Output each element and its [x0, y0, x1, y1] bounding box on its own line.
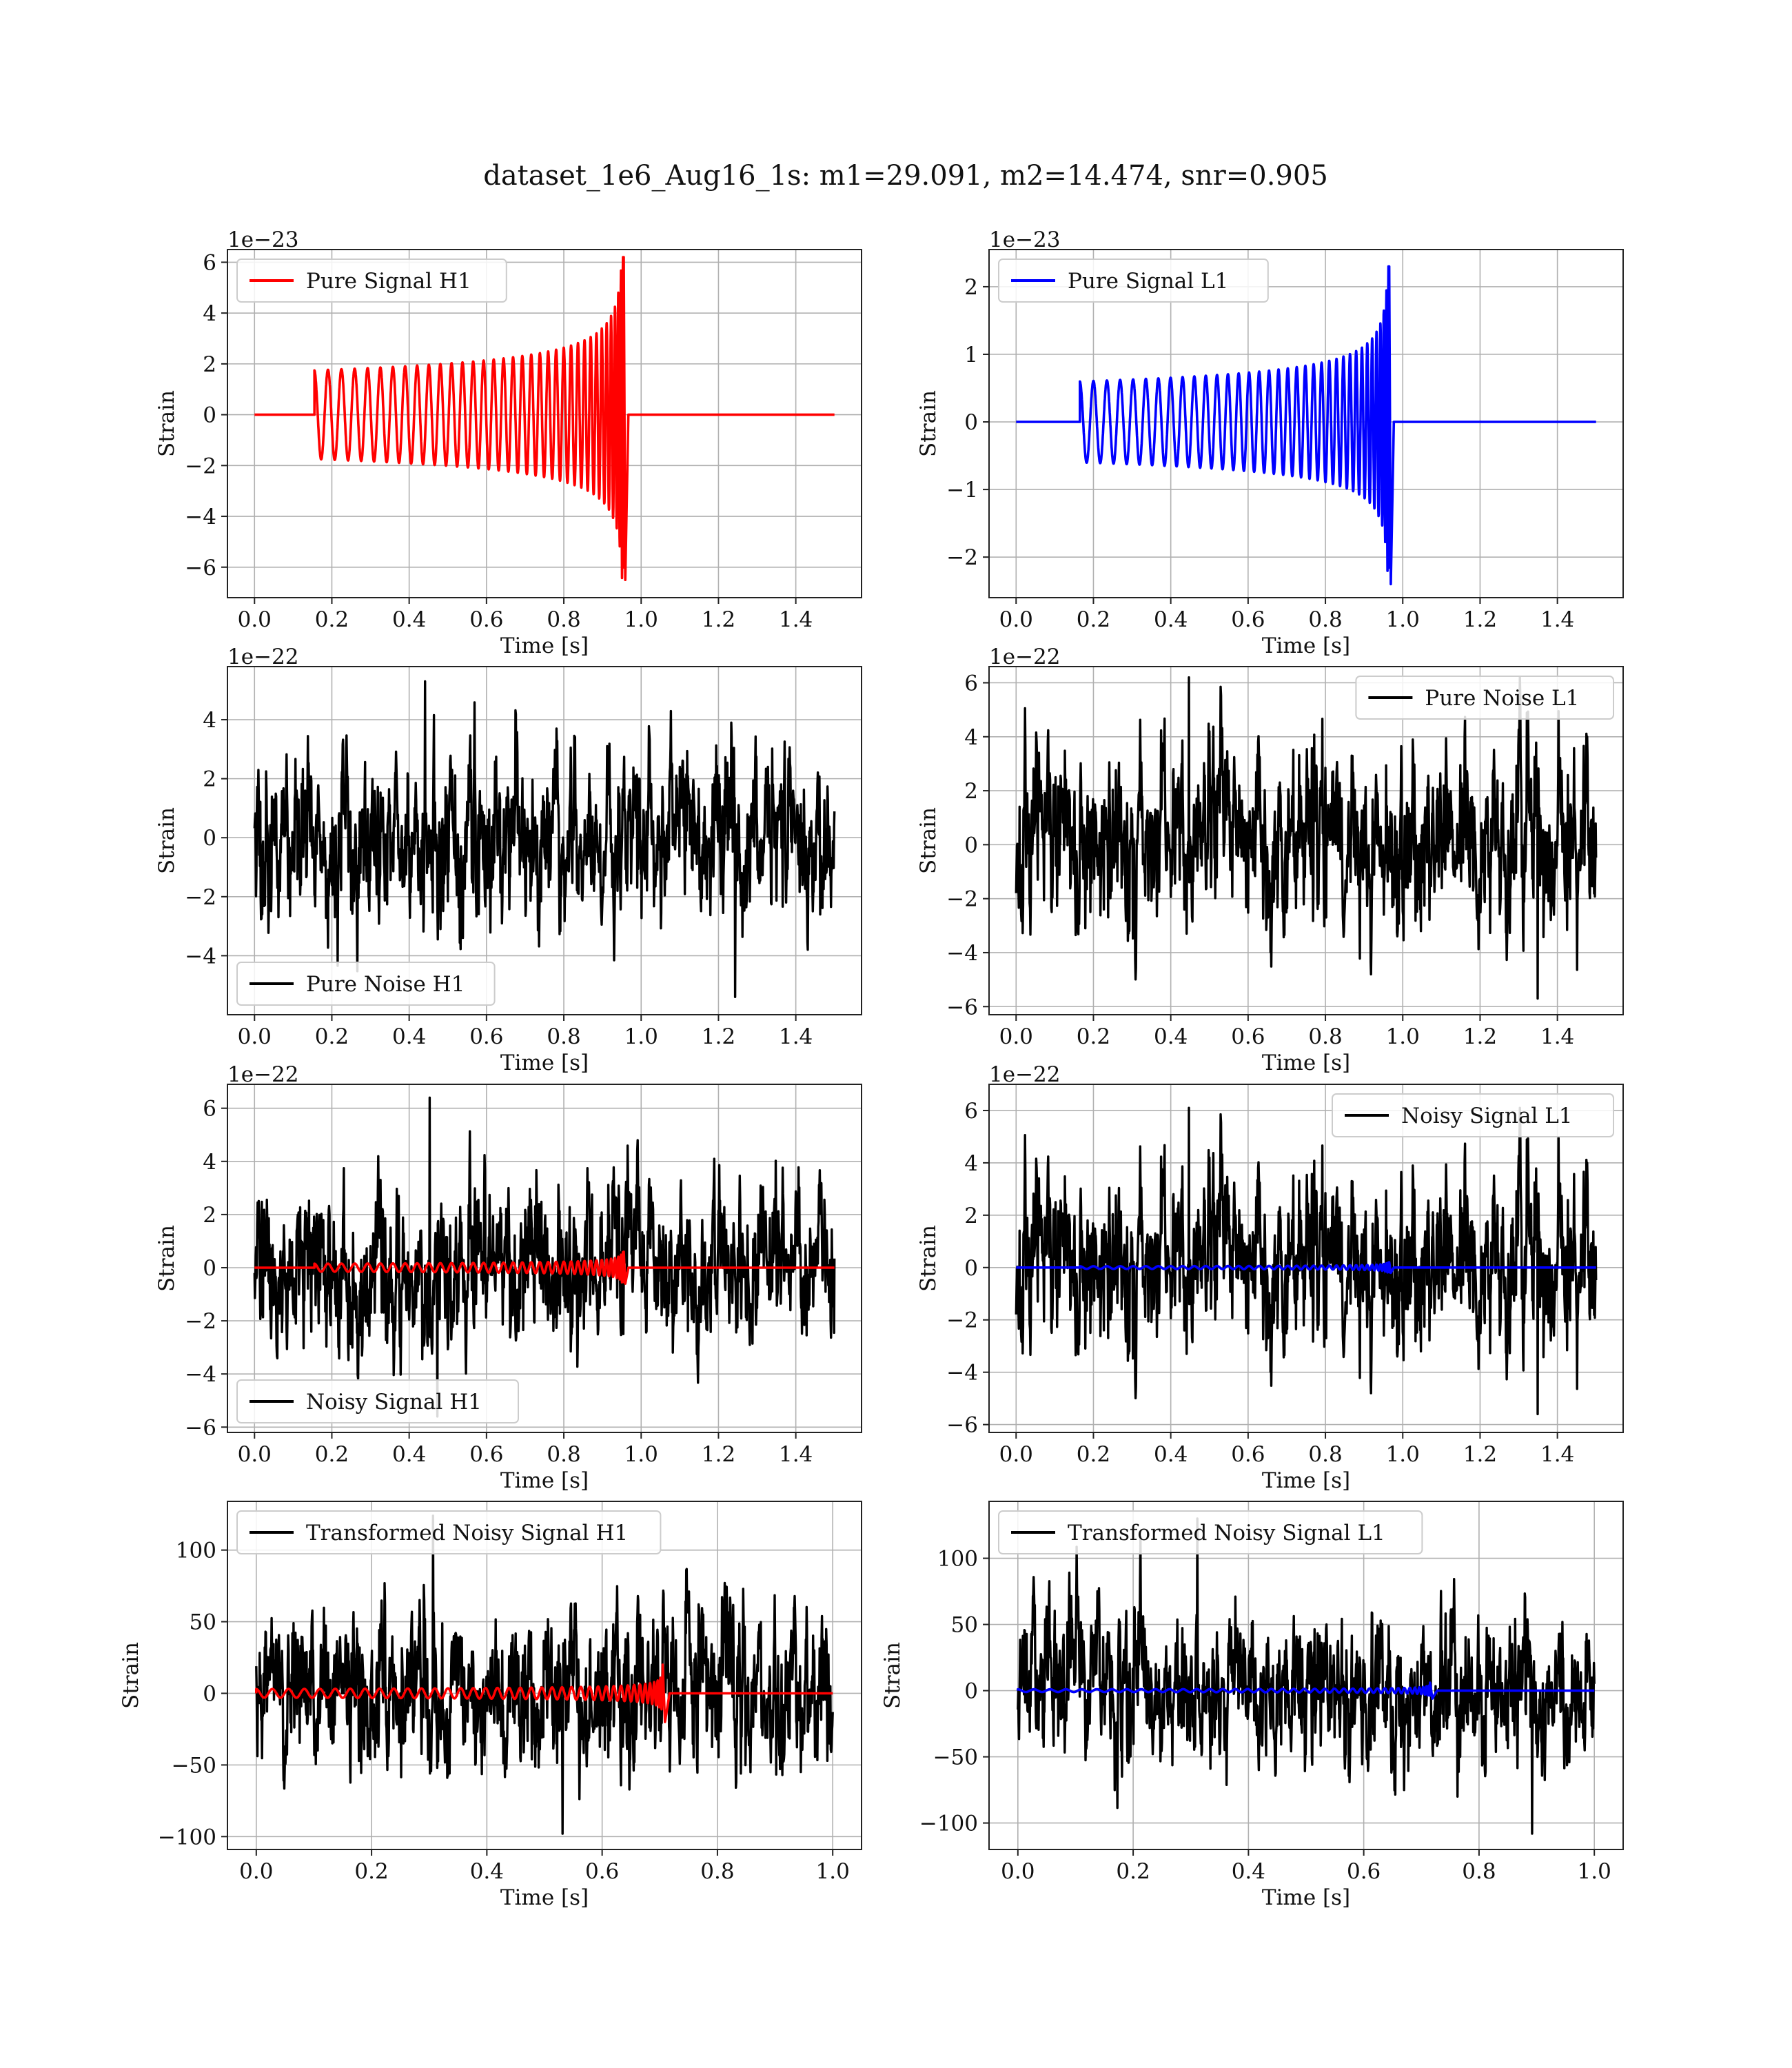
y-axis-label: Strain — [154, 1225, 179, 1292]
y-tick-label: −6 — [946, 995, 978, 1020]
panel-noisy-signal-h1 — [154, 1062, 862, 1493]
x-tick-label: 1.4 — [1540, 1024, 1575, 1049]
panel-pure-signal-l1 — [916, 227, 1623, 658]
axis-offset-text: 1e−22 — [989, 1062, 1061, 1087]
x-tick-label: 0.6 — [1346, 1859, 1381, 1884]
series-line-pure-noise-l1 — [1016, 678, 1596, 999]
x-tick-label: 0.4 — [1154, 1442, 1188, 1467]
y-tick-label: 4 — [964, 724, 978, 750]
y-tick-label: −2 — [185, 1309, 216, 1335]
y-axis-label: Strain — [916, 807, 941, 874]
y-tick-label: 2 — [203, 352, 216, 377]
x-tick-label: 0.8 — [547, 607, 581, 632]
x-axis-label: Time [s] — [1261, 1468, 1351, 1493]
x-tick-label: 1.2 — [1463, 1024, 1498, 1049]
y-tick-label: −100 — [919, 1811, 978, 1836]
legend-label: Pure Noise L1 — [1425, 686, 1580, 711]
y-tick-label: 0 — [964, 1679, 978, 1704]
series-line-pure-signal-l1 — [1016, 267, 1596, 585]
y-axis-label: Strain — [119, 1642, 143, 1709]
x-tick-label: 1.4 — [778, 1024, 813, 1049]
x-axis-label: Time [s] — [500, 1051, 589, 1075]
x-axis-label: Time [s] — [500, 633, 589, 658]
x-tick-label: 0.2 — [1116, 1859, 1150, 1884]
x-axis-label: Time [s] — [1261, 1051, 1351, 1075]
legend — [237, 1380, 518, 1423]
x-tick-label: 0.2 — [1076, 1442, 1111, 1467]
x-tick-label: 1.2 — [701, 1024, 736, 1049]
y-tick-label: 50 — [189, 1610, 216, 1635]
legend-label: Pure Signal L1 — [1068, 269, 1229, 294]
y-tick-label: 4 — [203, 301, 216, 327]
legend-label: Pure Signal H1 — [306, 269, 471, 294]
y-tick-label: 0 — [964, 833, 978, 858]
legend — [999, 1511, 1422, 1554]
legend — [1332, 1094, 1613, 1137]
figure-title: dataset_1e6_Aug16_1s: m1=29.091, m2=14.474, snr=0.905 — [483, 160, 1328, 192]
y-tick-label: 0 — [964, 410, 978, 436]
y-tick-label: −4 — [185, 944, 216, 969]
y-axis-label: Strain — [154, 807, 179, 874]
y-tick-label: 2 — [964, 1203, 978, 1228]
legend-label: Transformed Noisy Signal H1 — [306, 1521, 629, 1545]
x-tick-label: 0.0 — [999, 1442, 1033, 1467]
y-tick-label: 100 — [175, 1538, 216, 1563]
x-tick-label: 0.0 — [999, 1024, 1033, 1049]
x-tick-label: 1.4 — [1540, 1442, 1575, 1467]
y-tick-label: −6 — [185, 555, 216, 580]
x-tick-label: 0.8 — [1308, 607, 1343, 632]
y-tick-label: 2 — [203, 767, 216, 792]
y-tick-label: −1 — [946, 478, 978, 503]
x-tick-label: 1.0 — [624, 607, 658, 632]
x-tick-label: 0.2 — [314, 1024, 349, 1049]
legend-label: Noisy Signal H1 — [306, 1390, 482, 1415]
x-tick-label: 0.6 — [469, 607, 504, 632]
x-tick-label: 0.2 — [314, 1442, 349, 1467]
x-tick-label: 1.0 — [1577, 1859, 1611, 1884]
y-tick-label: 4 — [203, 708, 216, 733]
y-tick-label: 0 — [203, 403, 216, 428]
x-tick-label: 0.6 — [1231, 1024, 1265, 1049]
axis-offset-text: 1e−22 — [227, 1062, 299, 1087]
x-tick-label: 1.0 — [815, 1859, 850, 1884]
y-tick-label: 6 — [964, 1098, 978, 1124]
x-tick-label: 0.4 — [1154, 607, 1188, 632]
y-tick-label: −2 — [946, 1308, 978, 1333]
series-line-pure-noise-h1 — [254, 681, 834, 997]
x-tick-label: 0.8 — [1308, 1024, 1343, 1049]
x-tick-label: 1.2 — [1463, 607, 1498, 632]
series-line-noisy-signal-h1 — [254, 1097, 834, 1417]
series-line-transformed-noisy-signal-l1 — [1018, 1519, 1594, 1834]
panel-pure-signal-h1 — [154, 227, 862, 658]
legend — [237, 1511, 660, 1554]
panel-transformed-noisy-signal-l1 — [880, 1501, 1623, 1910]
x-tick-label: 0.2 — [314, 607, 349, 632]
y-tick-label: −4 — [946, 1360, 978, 1386]
x-tick-label: 0.8 — [547, 1024, 581, 1049]
x-tick-label: 1.2 — [701, 1442, 736, 1467]
x-tick-label: 0.6 — [1231, 1442, 1265, 1467]
x-tick-label: 1.2 — [701, 607, 736, 632]
x-tick-label: 0.8 — [1462, 1859, 1496, 1884]
panel-pure-noise-l1 — [916, 645, 1623, 1075]
y-axis-label: Strain — [916, 390, 941, 457]
y-tick-label: −50 — [933, 1745, 978, 1770]
y-tick-label: 0 — [203, 826, 216, 851]
legend-label: Transformed Noisy Signal L1 — [1068, 1521, 1385, 1545]
series-line-pure-signal-h1 — [254, 257, 834, 580]
x-tick-label: 0.6 — [1231, 607, 1265, 632]
y-tick-label: 0 — [964, 1255, 978, 1281]
y-axis-label: Strain — [916, 1225, 941, 1292]
x-tick-label: 0.0 — [239, 1859, 274, 1884]
panel-transformed-noisy-signal-h1 — [119, 1501, 862, 1910]
x-tick-label: 0.8 — [547, 1442, 581, 1467]
y-tick-label: 2 — [964, 274, 978, 300]
x-tick-label: 0.2 — [354, 1859, 389, 1884]
x-axis-label: Time [s] — [500, 1468, 589, 1493]
x-tick-label: 0.4 — [469, 1859, 505, 1884]
y-tick-label: 100 — [937, 1546, 978, 1572]
x-tick-label: 1.0 — [1385, 1024, 1420, 1049]
x-tick-label: 0.0 — [999, 607, 1033, 632]
x-tick-label: 1.2 — [1463, 1442, 1498, 1467]
y-tick-label: 6 — [964, 671, 978, 696]
x-tick-label: 0.0 — [237, 1024, 272, 1049]
x-tick-label: 0.4 — [392, 1024, 427, 1049]
y-tick-label: 6 — [203, 1096, 216, 1122]
legend — [237, 962, 495, 1005]
x-tick-label: 1.0 — [624, 1024, 658, 1049]
y-tick-label: 1 — [964, 342, 978, 367]
y-tick-label: −100 — [157, 1825, 216, 1850]
panel-pure-noise-h1 — [154, 645, 862, 1075]
x-tick-label: 0.4 — [1231, 1859, 1266, 1884]
y-tick-label: 50 — [950, 1612, 978, 1638]
x-tick-label: 1.4 — [778, 607, 813, 632]
series-line-noisy-signal-l1 — [1016, 1108, 1596, 1414]
x-tick-label: 0.2 — [1076, 607, 1111, 632]
x-tick-label: 0.4 — [1154, 1024, 1188, 1049]
axis-offset-text: 1e−22 — [989, 645, 1061, 669]
y-tick-label: −4 — [185, 505, 216, 530]
x-tick-label: 0.8 — [700, 1859, 735, 1884]
x-tick-label: 0.8 — [1308, 1442, 1343, 1467]
y-tick-label: −2 — [946, 545, 978, 571]
legend — [999, 259, 1268, 302]
y-tick-label: −6 — [185, 1415, 216, 1441]
x-tick-label: 1.4 — [778, 1442, 813, 1467]
y-tick-label: −50 — [171, 1753, 216, 1778]
x-tick-label: 0.4 — [392, 607, 427, 632]
y-tick-label: −2 — [185, 884, 216, 910]
x-tick-label: 1.0 — [1385, 1442, 1420, 1467]
y-tick-label: 2 — [203, 1202, 216, 1228]
x-tick-label: 1.4 — [1540, 607, 1575, 632]
y-axis-label: Strain — [154, 390, 179, 457]
y-axis-label: Strain — [880, 1642, 905, 1709]
x-axis-label: Time [s] — [1261, 1885, 1351, 1910]
x-tick-label: 0.6 — [469, 1442, 504, 1467]
x-tick-label: 0.0 — [237, 1442, 272, 1467]
y-tick-label: 2 — [964, 779, 978, 804]
axis-offset-text: 1e−22 — [227, 645, 299, 669]
y-tick-label: 0 — [203, 1255, 216, 1281]
y-tick-label: −6 — [946, 1412, 978, 1438]
y-tick-label: 4 — [203, 1149, 216, 1175]
legend-label: Noisy Signal L1 — [1401, 1104, 1573, 1128]
x-axis-label: Time [s] — [1261, 633, 1351, 658]
y-tick-label: −2 — [946, 886, 978, 912]
panel-noisy-signal-l1 — [916, 1062, 1623, 1493]
y-tick-label: 6 — [203, 250, 216, 276]
y-tick-label: −4 — [946, 940, 978, 966]
series-line-transformed-noisy-signal-h1 — [256, 1516, 833, 1834]
x-tick-label: 1.0 — [624, 1442, 658, 1467]
axis-offset-text: 1e−23 — [989, 227, 1061, 252]
y-tick-label: 4 — [964, 1150, 978, 1176]
legend-label: Pure Noise H1 — [306, 972, 465, 997]
x-tick-label: 0.6 — [469, 1024, 504, 1049]
y-tick-label: −2 — [185, 454, 216, 479]
x-tick-label: 0.6 — [584, 1859, 620, 1884]
x-tick-label: 0.4 — [392, 1442, 427, 1467]
legend — [1356, 676, 1613, 719]
x-tick-label: 0.0 — [1001, 1859, 1035, 1884]
x-tick-label: 0.0 — [237, 607, 272, 632]
legend — [237, 259, 507, 302]
y-tick-label: 0 — [203, 1681, 216, 1707]
axis-offset-text: 1e−23 — [227, 227, 299, 252]
x-tick-label: 1.0 — [1385, 607, 1420, 632]
x-tick-label: 0.2 — [1076, 1024, 1111, 1049]
y-tick-label: −4 — [185, 1362, 216, 1388]
x-axis-label: Time [s] — [500, 1885, 589, 1910]
